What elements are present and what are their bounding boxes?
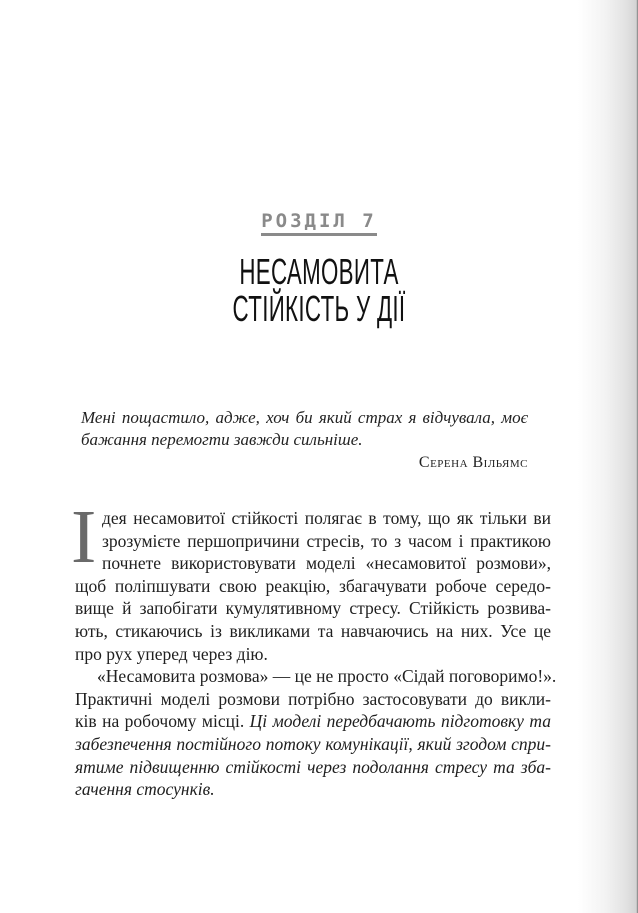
chapter-title-line-2: СТІЙКІСТЬ У ДІЇ (232, 288, 406, 329)
chapter-number (0, 210, 638, 232)
epigraph-quote-line-1: Мені пощастило, адже, хоч би який страх я відчувала, моє (81, 408, 528, 427)
epigraph (81, 407, 528, 474)
drop-cap: І (71, 495, 97, 579)
body-line: дея несамовитої стійкості полягає в тому, що як тільки ви (102, 508, 551, 528)
chapter-title (0, 253, 638, 327)
body-text-italic: Ці моделі передбачають підготовку та (249, 711, 551, 732)
body-line-mixed (75, 710, 551, 733)
body-line: ють, стикаючись із викликами та навчаючись на них. Усе це (75, 620, 551, 641)
body-line: про рух уперед через дію. (75, 643, 268, 664)
epigraph-attribution: Серена Вільямс (418, 454, 528, 471)
body-line: щоб поліпшувати свою реакцію, збагачувати робоче середо- (75, 575, 551, 596)
body-line: Практичні моделі розмови потрібно застосовувати до викли- (75, 688, 551, 709)
body-line-italic: забезпечення постійного потоку комунікації, який згодом спри- (75, 733, 551, 754)
chapter-title-line-1: НЕСАМОВИТА (239, 251, 399, 292)
body-line: вище й запобігати кумулятивному стресу. Стійкість розвива- (75, 598, 551, 619)
page-edge-shadow (578, 0, 638, 913)
body-line-italic: гачення стосунків. (75, 779, 215, 800)
body-line: почнете використовувати моделі «несамовитої розмови», (102, 553, 551, 574)
body-text (75, 507, 557, 801)
body-line: «Несамовита розмова» — це не просто «Сідай поговоримо!». (97, 666, 557, 687)
body-text-regular: ків на робочому місці. (75, 711, 250, 732)
body-line: зрозумієте першопричини стресів, то з часом і практикою (102, 530, 551, 551)
chapter-number-text: РОЗДІЛ 7 (261, 210, 377, 236)
epigraph-quote-line-2: бажання перемогти завжди сильніше. (81, 430, 363, 449)
body-line-italic: ятиме підвищенню стійкості через подолання стресу та зба- (75, 756, 551, 777)
